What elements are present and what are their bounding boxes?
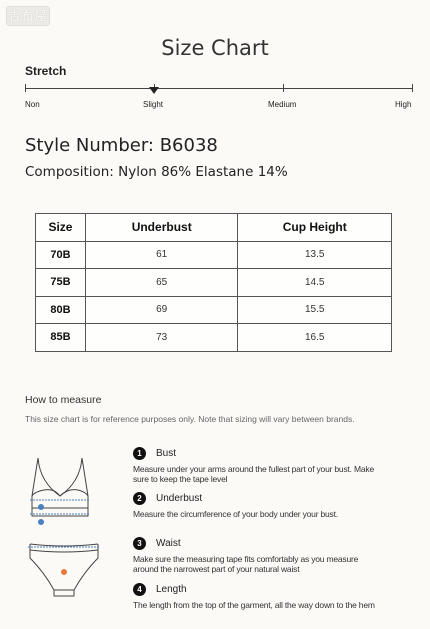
stretch-label: Stretch	[25, 64, 67, 78]
underbust-marker-icon	[38, 519, 44, 525]
header-cup-height: Cup Height	[238, 214, 392, 242]
size-table-header-row	[36, 214, 392, 242]
page-title: Size Chart	[161, 36, 269, 60]
step-title: Waist	[156, 537, 181, 549]
stretch-selected-marker-icon	[149, 87, 159, 94]
step-bust	[133, 446, 413, 484]
sizing-disclaimer: This size chart is for reference purposes only. Note that sizing will vary between brands.	[25, 414, 355, 424]
underbust-cell: 69	[85, 296, 238, 324]
stretch-tick-non	[25, 84, 26, 92]
step-description-line: Measure the circumference of your body under your bust.	[133, 509, 338, 519]
size-cell: 75B	[36, 269, 86, 297]
table-row	[36, 241, 392, 269]
cup-height-cell: 16.5	[238, 324, 392, 352]
stretch-tick-high	[412, 84, 413, 92]
table-row	[36, 324, 392, 352]
stretch-tick-medium	[283, 84, 284, 92]
header-underbust: Underbust	[85, 214, 238, 242]
cup-height-cell: 14.5	[238, 269, 392, 297]
header-size: Size	[36, 214, 86, 242]
step-waist	[133, 536, 413, 574]
step-description	[133, 510, 413, 520]
step-title: Underbust	[156, 492, 203, 504]
step-underbust	[133, 491, 413, 520]
step-description	[133, 555, 413, 574]
size-cell: 80B	[36, 296, 86, 324]
bust-marker-icon	[38, 504, 44, 510]
step-title: Bust	[156, 447, 177, 459]
cup-height-cell: 15.5	[238, 296, 392, 324]
composition: Composition: Nylon 86% Elastane 14%	[25, 164, 288, 180]
stretch-level-high: High	[395, 100, 412, 109]
size-cell: 70B	[36, 241, 86, 269]
size-cell: 85B	[36, 324, 86, 352]
underbust-cell: 61	[85, 241, 238, 269]
step-number-badge: 3	[133, 537, 146, 550]
step-number-badge: 4	[133, 583, 146, 596]
step-number-badge: 1	[133, 447, 146, 460]
stretch-level-labels	[0, 100, 430, 112]
length-marker-icon	[61, 569, 67, 575]
how-to-measure-title: How to measure	[25, 394, 102, 406]
size-table	[35, 213, 392, 352]
step-description-line: Make sure the measuring tape fits comfortably as you measure	[133, 554, 359, 564]
step-description	[133, 601, 413, 611]
brand-watermark-logo: 吉布屋	[6, 6, 50, 26]
bra-and-brief-illustration	[24, 452, 104, 622]
underbust-cell: 73	[85, 324, 238, 352]
step-description-line: The length from the top of the garment, all the way down to the hem	[133, 600, 375, 610]
step-description	[133, 465, 413, 484]
stretch-level-non: Non	[25, 100, 40, 109]
step-title: Length	[156, 583, 187, 595]
step-number-badge: 2	[133, 492, 146, 505]
stretch-scale	[25, 88, 413, 89]
style-number: Style Number: B6038	[25, 135, 218, 156]
stretch-level-medium: Medium	[268, 100, 297, 109]
step-description-line: around the narrowest part of your natural waist	[133, 563, 300, 574]
table-row	[36, 296, 392, 324]
underbust-cell: 65	[85, 269, 238, 297]
step-description-line: sure to keep the tape level	[133, 473, 228, 484]
stretch-level-slight: Slight	[143, 100, 164, 109]
cup-height-cell: 13.5	[238, 241, 392, 269]
step-description-line: Measure under your arms around the fullest part of your bust. Make	[133, 464, 374, 474]
step-length	[133, 582, 413, 611]
table-row	[36, 269, 392, 297]
